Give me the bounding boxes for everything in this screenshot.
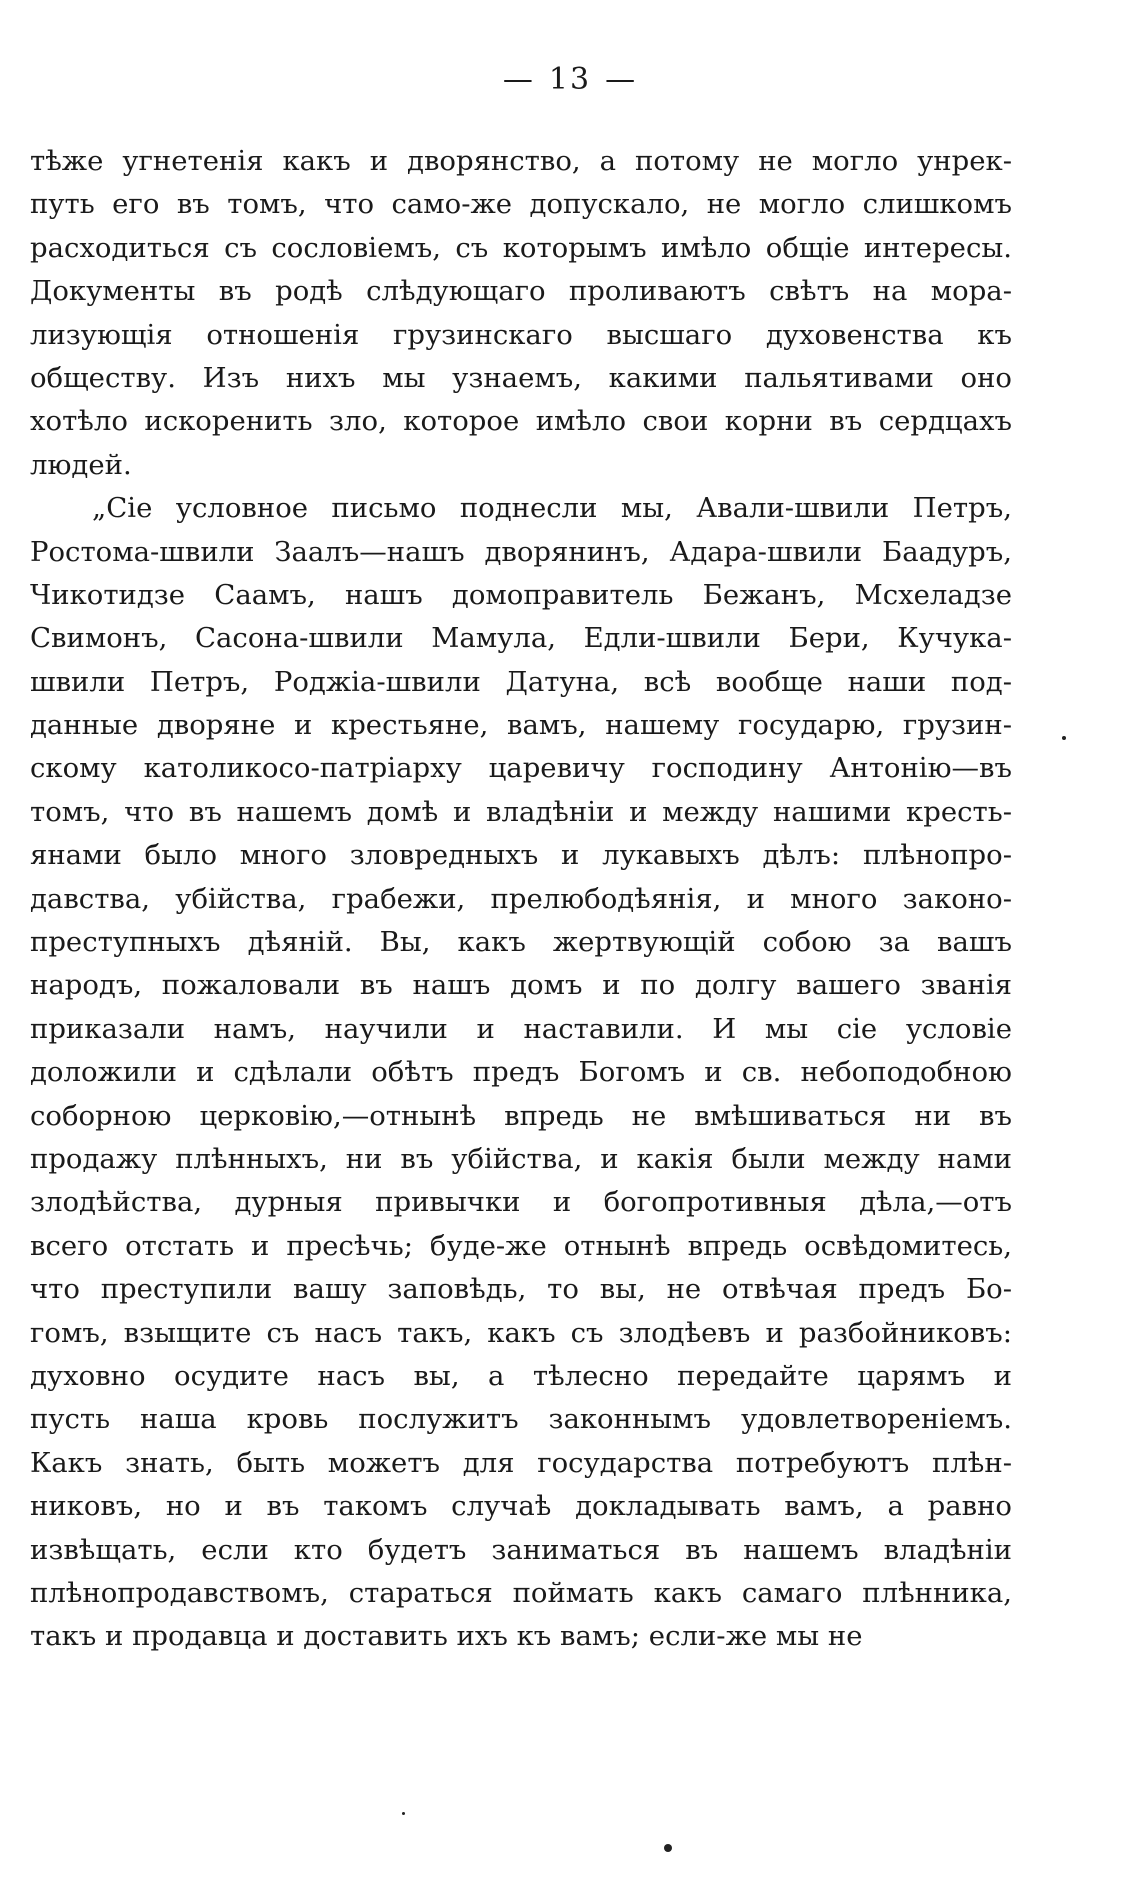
text-line: янами было много зловредныхъ и лукавыхъ дѣлъ: плѣнопро- <box>30 839 1012 872</box>
text-line: соборною церковію,—отнынѣ впредь не вмѣшиваться ни въ <box>30 1099 1012 1132</box>
paragraph-1 <box>30 140 1012 487</box>
text-line: Свимонъ, Сасона-швили Мамула, Едли-швили Бери, Кучука- <box>30 622 1012 655</box>
text-line: Документы въ родѣ слѣдующаго проливаютъ свѣтъ на мора- <box>30 275 1012 308</box>
page-header <box>0 62 1140 97</box>
text-line: духовно осудите насъ вы, а тѣлесно передайте царямъ и <box>30 1359 1012 1392</box>
body-text <box>30 140 1012 1659</box>
bottom-speck <box>664 1844 672 1852</box>
text-line: Ростома-швили Заалъ—нашъ дворянинъ, Адара-швили Баадуръ, <box>30 535 1012 568</box>
page-number: 13 <box>548 62 592 97</box>
text-line: народъ, пожаловали въ нашъ домъ и по долгу вашего званія <box>30 969 1012 1002</box>
text-line: злодѣйства, дурныя привычки и богопротивныя дѣла,—отъ <box>30 1186 1012 1219</box>
text-line: Какъ знать, быть можетъ для государства потребуютъ плѣн- <box>30 1446 1012 1479</box>
text-line: гомъ, взыщите съ насъ такъ, какъ съ злодѣевъ и разбойниковъ: <box>30 1316 1012 1349</box>
text-line: приказали намъ, научили и наставили. И мы сіе условіе <box>30 1012 1012 1045</box>
text-line: давства, убійства, грабежи, прелюбодѣянія, и много законо- <box>30 882 1012 915</box>
text-line: пусть наша кровь послужитъ законнымъ удовлетвореніемъ. <box>30 1403 1012 1436</box>
text-line: Чикотидзе Саамъ, нашъ домоправитель Бежанъ, Мсхеладзе <box>30 578 1012 611</box>
header-dash-left: — <box>502 62 535 97</box>
text-line: что преступили вашу заповѣдь, то вы, не отвѣчая предъ Бо- <box>30 1273 1012 1306</box>
margin-speck <box>1062 736 1066 740</box>
text-line: расходиться съ сословіемъ, съ которымъ имѣло общіе интересы. <box>30 231 1012 264</box>
text-line: преступныхъ дѣяній. Вы, какъ жертвующій собою за вашъ <box>30 926 1012 959</box>
text-line: продажу плѣнныхъ, ни въ убійства, и какія были между нами <box>30 1142 1012 1175</box>
text-line: швили Петръ, Роджіа-швили Датуна, всѣ вообще наши под- <box>30 665 1012 698</box>
text-line: хотѣло искоренить зло, которое имѣло свои корни въ сердцахъ <box>30 405 1012 438</box>
text-line: путь его въ томъ, что само-же допускало, не могло слишкомъ <box>30 188 1012 221</box>
text-line: обществу. Изъ нихъ мы узнаемъ, какими пальятивами оно <box>30 361 1012 394</box>
text-line: „Сіе условное письмо поднесли мы, Авали-швили Петръ, <box>92 492 1012 525</box>
text-line: плѣнопродавствомъ, стараться поймать какъ самаго плѣнника, <box>30 1576 1012 1609</box>
text-line: такъ и продавца и доставить ихъ къ вамъ; если-же мы не <box>30 1620 863 1653</box>
text-line: доложили и сдѣлали обѣтъ предъ Богомъ и св. небоподобною <box>30 1056 1012 1089</box>
text-line: извѣщать, если кто будетъ заниматься въ нашемъ владѣніи <box>30 1533 1012 1566</box>
text-line: всего отстать и пресѣчь; буде-же отнынѣ впредь освѣдомитесь, <box>30 1229 1012 1262</box>
header-dash-right: — <box>605 62 638 97</box>
text-line: лизующія отношенія грузинскаго высшаго духовенства къ <box>30 318 1012 351</box>
text-line: тѣже угнетенія какъ и дворянство, а потому не могло унрек- <box>30 145 1012 177</box>
paragraph-2 <box>30 487 1012 1659</box>
text-line: данные дворяне и крестьяне, вамъ, нашему государю, грузин- <box>30 709 1012 742</box>
text-line: скому католикосо-патріарху царевичу господину Антонію—въ <box>30 752 1012 785</box>
text-line: томъ, что въ нашемъ домѣ и владѣніи и между нашими кресть- <box>30 795 1012 828</box>
text-line: никовъ, но и въ такомъ случаѣ докладывать вамъ, а равно <box>30 1490 1012 1523</box>
bottom-speck-small <box>402 1812 405 1815</box>
text-line: людей. <box>30 448 132 481</box>
